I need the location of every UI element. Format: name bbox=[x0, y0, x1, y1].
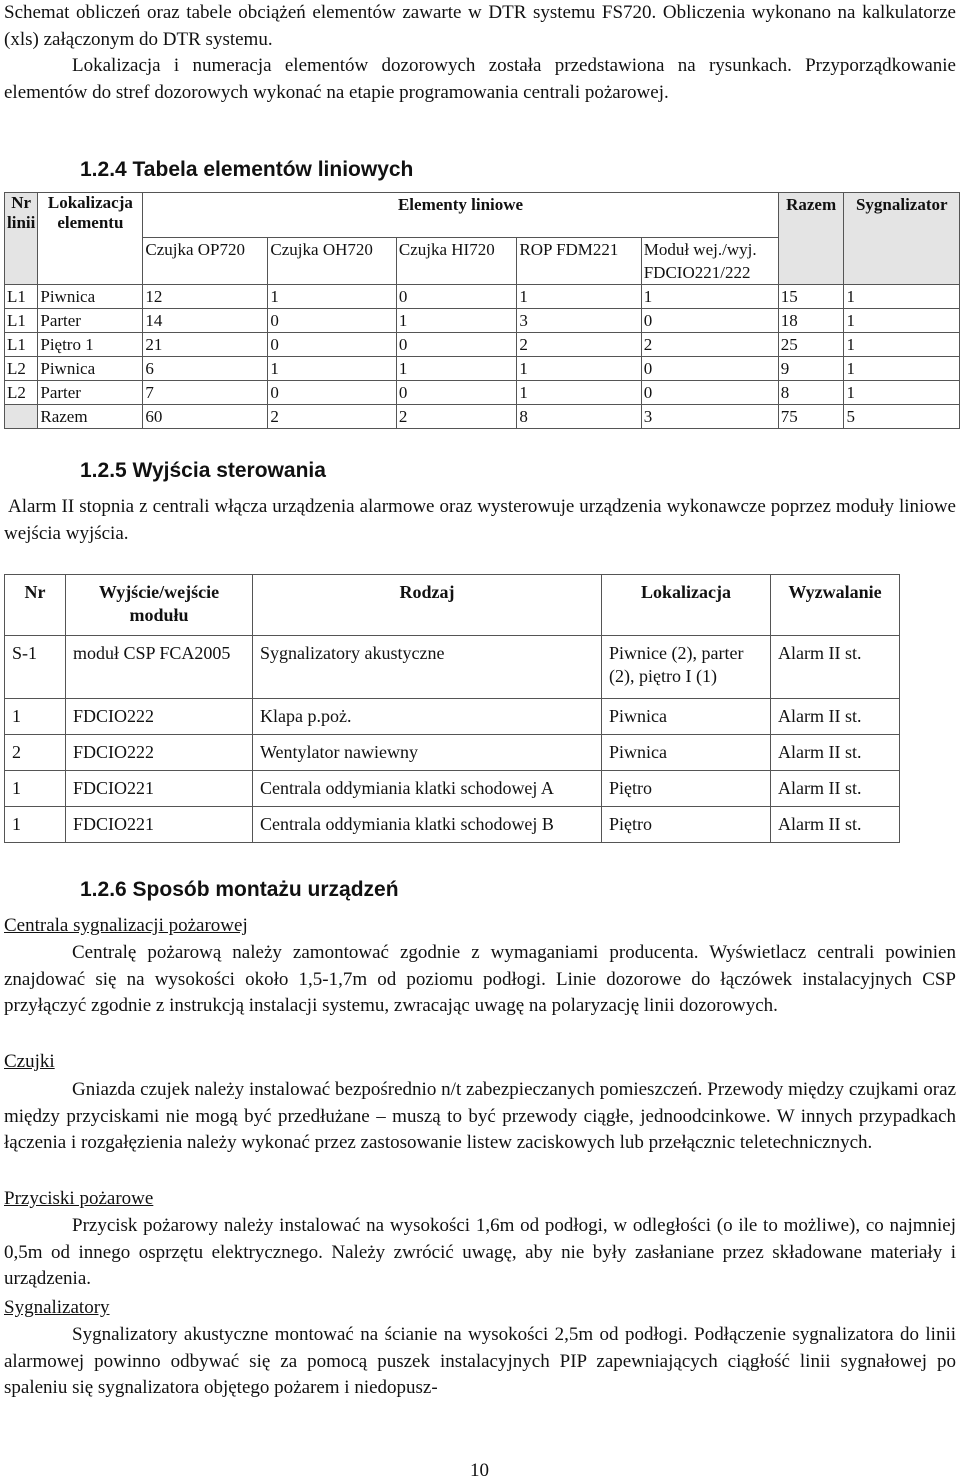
cell-nr: 1 bbox=[5, 699, 66, 735]
col-header-elementy: Elementy liniowe bbox=[143, 193, 778, 238]
cell-rodzaj: Sygnalizatory akustyczne bbox=[253, 636, 602, 699]
cell-value: 0 bbox=[641, 381, 778, 405]
table-total-row bbox=[5, 405, 960, 429]
cell-value: 0 bbox=[268, 333, 396, 357]
cell-value: 0 bbox=[268, 309, 396, 333]
table-row bbox=[5, 699, 900, 735]
table-row bbox=[5, 333, 960, 357]
cell-value: 0 bbox=[268, 381, 396, 405]
col-header-rodzaj: Rodzaj bbox=[253, 575, 602, 636]
subheading-czujki: Czujki bbox=[4, 1051, 55, 1072]
cell-lokalizacja: Piwnice (2), parter (2), piętro I (1) bbox=[602, 636, 771, 699]
cell-value: 14 bbox=[143, 309, 268, 333]
cell-lok: Parter bbox=[38, 309, 143, 333]
col-czujka-oh720: Czujka OH720 bbox=[268, 238, 396, 285]
cell-lok: Piętro 1 bbox=[38, 333, 143, 357]
cell-lokalizacja: Piętro bbox=[602, 771, 771, 807]
control-outputs-table bbox=[4, 574, 900, 843]
section-1-2-5-title: 1.2.5 Wyjścia sterowania bbox=[80, 459, 326, 482]
paragraph-centrala: Centralę pożarową należy zamontować zgodnie z wymaganiami producenta. Wyświetlacz centrali powinien znajdować się na wysokości około 1,5-1,7m od poziomu podłogi. Linie dozorowe do łączówek instalacyjnych CSP przyłączyć zgodnie z instrukcją instalacji systemu, zwracając uwagę na polaryzację linii dozorowych. bbox=[4, 942, 956, 1016]
col-header-lokalizacja: Lokalizacja elementu bbox=[38, 193, 143, 285]
cell-total-value: 2 bbox=[396, 405, 517, 429]
cell-total-value: 3 bbox=[641, 405, 778, 429]
cell-value: 1 bbox=[517, 381, 641, 405]
cell-value: 3 bbox=[517, 309, 641, 333]
table-row bbox=[5, 735, 900, 771]
cell-value: 0 bbox=[396, 285, 517, 309]
cell-value: 7 bbox=[143, 381, 268, 405]
cell-wyzwalanie: Alarm II st. bbox=[771, 699, 900, 735]
cell-value: 1 bbox=[517, 285, 641, 309]
cell-razem: 25 bbox=[778, 333, 844, 357]
table-row bbox=[5, 357, 960, 381]
cell-wyzwalanie: Alarm II st. bbox=[771, 771, 900, 807]
cell-razem: 8 bbox=[778, 381, 844, 405]
cell-razem: 18 bbox=[778, 309, 844, 333]
table-row bbox=[5, 285, 960, 309]
cell-value: 0 bbox=[641, 309, 778, 333]
cell-value: 1 bbox=[396, 357, 517, 381]
intro-paragraph-1: Schemat obliczeń oraz tabele obciążeń elementów zawarte w DTR systemu FS720. Obliczenia wykonano na kalkulatorze (xls) załączonym do DTR systemu. bbox=[4, 2, 956, 50]
col-header-wyzwalanie: Wyzwalanie bbox=[771, 575, 900, 636]
cell-value: 1 bbox=[641, 285, 778, 309]
page-number: 10 bbox=[470, 1460, 489, 1481]
col-modul-wej-wyj: Moduł wej./wyj. FDCIO221/222 bbox=[641, 238, 778, 285]
cell-nr: L1 bbox=[5, 309, 38, 333]
cell-modul: FDCIO221 bbox=[66, 807, 253, 843]
section-1-2-5-text: Alarm II stopnia z centrali włącza urządzenia alarmowe oraz wysterowuje urządzenia wykonawcze poprzez moduły liniowe wejścia wyjścia. bbox=[4, 496, 956, 544]
cell-lokalizacja: Piętro bbox=[602, 807, 771, 843]
cell-nr: L2 bbox=[5, 357, 38, 381]
cell-lok: Parter bbox=[38, 381, 143, 405]
paragraph-czujki: Gniazda czujek należy instalować bezpośrednio n/t zabezpieczanych pomieszczeń. Przewody między czujkami oraz między przyciskami nie mogą być przedłużane – muszą to być przewody ciągłe, jednoodcinkowe. W innych przypadkach łączenia i rozgałęzienia należy wykonać przez zastosowanie listew zaciskowych lub przełącznic teletechnicznych. bbox=[4, 1079, 956, 1153]
cell-sygn: 1 bbox=[844, 285, 960, 309]
col-czujka-hi720: Czujka HI720 bbox=[396, 238, 517, 285]
col-header-wyjscie: Wyjście/wejście modułu bbox=[66, 575, 253, 636]
cell-nr: L1 bbox=[5, 333, 38, 357]
col-header-nr: Nr linii bbox=[5, 193, 38, 285]
cell-value: 2 bbox=[517, 333, 641, 357]
cell-value: 2 bbox=[641, 333, 778, 357]
cell-nr: 2 bbox=[5, 735, 66, 771]
cell-nr: 1 bbox=[5, 807, 66, 843]
subheading-centrala: Centrala sygnalizacji pożarowej bbox=[4, 915, 248, 936]
cell-rodzaj: Centrala oddymiania klatki schodowej A bbox=[253, 771, 602, 807]
paragraph-przyciski: Przycisk pożarowy należy instalować na wysokości 1,6m od podłogi, w odległości (o ile to możliwe), co najmniej 0,5m od innego osprzętu elektrycznego. Należy zwrócić uwagę, aby nie były zasłaniane przez składowane materiały i urządzenia. bbox=[4, 1215, 956, 1289]
table-row bbox=[5, 309, 960, 333]
paragraph-sygnalizatory: Sygnalizatory akustyczne montować na ścianie na wysokości 2,5m od podłogi. Podłączenie sygnalizatora do linii alarmowej powinno odbywać się za pomocą puszek instalacyjnych PIP zapewniających ciągłość linii sygnałowej po spaleniu się sygnalizatora objętego pożarem i niedopusz- bbox=[4, 1324, 956, 1398]
col-header-nr: Nr bbox=[5, 575, 66, 636]
col-header-razem: Razem bbox=[778, 193, 844, 285]
cell-sygn: 1 bbox=[844, 309, 960, 333]
cell-lok: Piwnica bbox=[38, 357, 143, 381]
cell-lokalizacja: Piwnica bbox=[602, 735, 771, 771]
cell-rodzaj: Wentylator nawiewny bbox=[253, 735, 602, 771]
table-row bbox=[5, 807, 900, 843]
col-header-sygnalizator: Sygnalizator bbox=[844, 193, 960, 285]
cell-value: 21 bbox=[143, 333, 268, 357]
cell-lok: Piwnica bbox=[38, 285, 143, 309]
col-rop-fdm221: ROP FDM221 bbox=[517, 238, 641, 285]
cell-value: 1 bbox=[268, 285, 396, 309]
cell-total-sygn: 5 bbox=[844, 405, 960, 429]
col-czujka-op720: Czujka OP720 bbox=[143, 238, 268, 285]
cell-wyzwalanie: Alarm II st. bbox=[771, 636, 900, 699]
cell-sygn: 1 bbox=[844, 381, 960, 405]
cell-value: 1 bbox=[396, 309, 517, 333]
cell-razem: 15 bbox=[778, 285, 844, 309]
cell-nr: S-1 bbox=[5, 636, 66, 699]
cell-nr: 1 bbox=[5, 771, 66, 807]
cell-nr: L1 bbox=[5, 285, 38, 309]
intro-paragraph-2: Lokalizacja i numeracja elementów dozorowych została przedstawiona na rysunkach. Przyporządkowanie elementów do stref dozorowych wykonać na etapie programowania centrali pożarowej. bbox=[4, 55, 956, 103]
cell-total-label: Razem bbox=[38, 405, 143, 429]
cell-modul: FDCIO221 bbox=[66, 771, 253, 807]
cell-total-razem: 75 bbox=[778, 405, 844, 429]
cell-total-value: 2 bbox=[268, 405, 396, 429]
cell-sygn: 1 bbox=[844, 357, 960, 381]
cell-value: 0 bbox=[396, 381, 517, 405]
cell-total-value: 8 bbox=[517, 405, 641, 429]
cell-value: 1 bbox=[517, 357, 641, 381]
section-1-2-4-title: 1.2.4 Tabela elementów liniowych bbox=[80, 158, 414, 181]
cell-rodzaj: Klapa p.poż. bbox=[253, 699, 602, 735]
subheading-przyciski: Przyciski pożarowe bbox=[4, 1188, 154, 1209]
cell-total-value: 60 bbox=[143, 405, 268, 429]
table-row bbox=[5, 771, 900, 807]
cell-nr-empty bbox=[5, 405, 38, 429]
cell-nr: L2 bbox=[5, 381, 38, 405]
subheading-sygnalizatory: Sygnalizatory bbox=[4, 1297, 110, 1318]
table-row bbox=[5, 381, 960, 405]
cell-modul: FDCIO222 bbox=[66, 735, 253, 771]
cell-value: 1 bbox=[268, 357, 396, 381]
cell-modul: moduł CSP FCA2005 bbox=[66, 636, 253, 699]
table-row bbox=[5, 636, 900, 699]
cell-lokalizacja: Piwnica bbox=[602, 699, 771, 735]
cell-razem: 9 bbox=[778, 357, 844, 381]
cell-wyzwalanie: Alarm II st. bbox=[771, 735, 900, 771]
cell-value: 0 bbox=[641, 357, 778, 381]
cell-rodzaj: Centrala oddymiania klatki schodowej B bbox=[253, 807, 602, 843]
cell-wyzwalanie: Alarm II st. bbox=[771, 807, 900, 843]
cell-value: 0 bbox=[396, 333, 517, 357]
cell-value: 6 bbox=[143, 357, 268, 381]
cell-value: 12 bbox=[143, 285, 268, 309]
cell-modul: FDCIO222 bbox=[66, 699, 253, 735]
section-1-2-6-title: 1.2.6 Sposób montażu urządzeń bbox=[80, 878, 399, 901]
col-header-lokalizacja: Lokalizacja bbox=[602, 575, 771, 636]
line-elements-table bbox=[4, 192, 960, 429]
cell-sygn: 1 bbox=[844, 333, 960, 357]
